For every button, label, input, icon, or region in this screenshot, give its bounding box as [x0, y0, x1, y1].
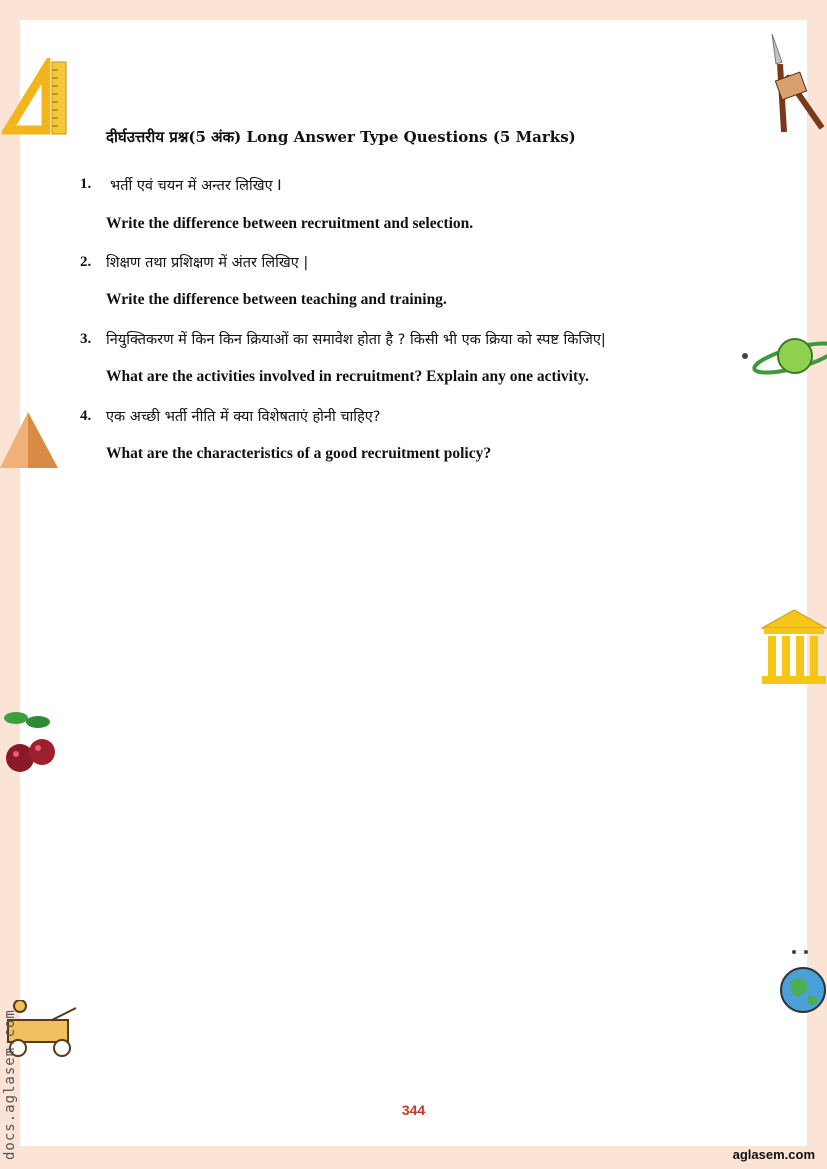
question-english: What are the activities involved in recruitment? Explain any one activity. — [106, 368, 589, 385]
question-number: 4. — [80, 408, 92, 424]
question-english: What are the characteristics of a good recruitment policy? — [106, 445, 492, 462]
question-hindi: नियुक्तिकरण में किन किन क्रियाओं का समावेश होता है ? किसी भी एक क्रिया को स्पष्ट किजिए| — [106, 332, 606, 348]
question-number: 3. — [80, 331, 92, 347]
page-number: 344 — [401, 1102, 426, 1118]
section-heading: दीर्घउत्तरीय प्रश्न(5 अंक) Long Answer Type Questions (5 Marks) — [106, 128, 576, 146]
question-number: 2. — [80, 254, 92, 270]
question-hindi: एक अच्छी भर्ती नीति में क्या विशेषताएं होनी चाहिए? — [106, 409, 381, 425]
globe-icon — [776, 948, 827, 1018]
brand-footer: aglasem.com — [732, 1147, 815, 1162]
side-watermark: docs.aglasem.com — [2, 1009, 18, 1160]
planet-icon — [740, 330, 827, 386]
compass-tool-icon — [762, 32, 826, 136]
ruler-triangle-icon — [2, 58, 70, 136]
question-hindi: भर्ती एवं चयन में अन्तर लिखिए I — [110, 178, 282, 194]
temple-icon — [760, 608, 827, 688]
question-english: Write the difference between recruitment and selection. — [106, 215, 474, 232]
question-english: Write the difference between teaching and training. — [106, 291, 447, 308]
question-hindi: शिक्षण तथा प्रशिक्षण में अंतर लिखिए | — [106, 255, 309, 271]
cherries-icon — [2, 706, 60, 780]
pyramid-icon — [0, 410, 60, 470]
question-number: 1. — [80, 176, 92, 192]
